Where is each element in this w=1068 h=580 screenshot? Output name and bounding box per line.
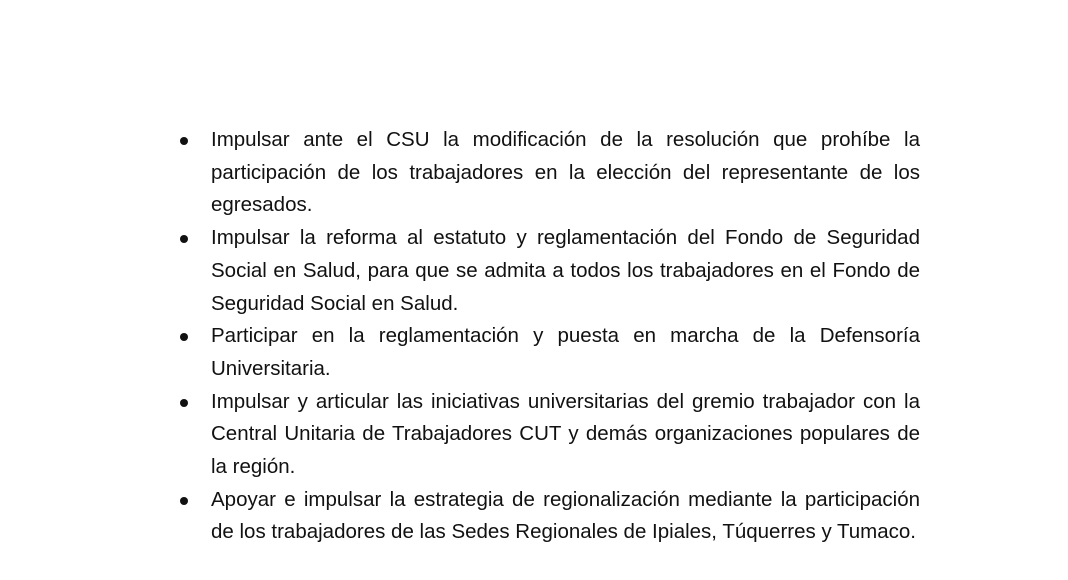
list-item — [178, 484, 920, 549]
list-item-text: Participar en la reglamentación y puesta en marcha de la Defensoría Universitaria. — [211, 324, 920, 380]
bullet-icon — [180, 137, 188, 145]
list-item — [178, 320, 920, 385]
list-item — [178, 386, 920, 484]
bullet-icon — [180, 399, 188, 407]
list-item-text: Impulsar la reforma al estatuto y reglamentación del Fondo de Seguridad Social en Salud, para que se admita a todos los trabajadores en el Fondo de Seguridad Social en Salud. — [211, 226, 920, 315]
list-item-text: Apoyar e impulsar la estrategia de regionalización mediante la participación de los trabajadores de las Sedes Regionales de Ipiales, Túquerres y Tumaco. — [211, 487, 920, 544]
bullet-icon — [180, 497, 188, 505]
bullet-list — [178, 124, 920, 549]
list-item — [178, 124, 920, 222]
bullet-icon — [180, 235, 188, 243]
bullet-icon — [180, 333, 188, 341]
list-item-text: Impulsar ante el CSU la modificación de la resolución que prohíbe la participación de los trabajadores en la elección del representante de los egresados. — [211, 128, 920, 217]
list-item-text: Impulsar y articular las iniciativas universitarias del gremio trabajador con la Central Unitaria de Trabajadores CUT y demás organizaciones populares de la región. — [211, 389, 920, 479]
list-item — [178, 222, 920, 320]
